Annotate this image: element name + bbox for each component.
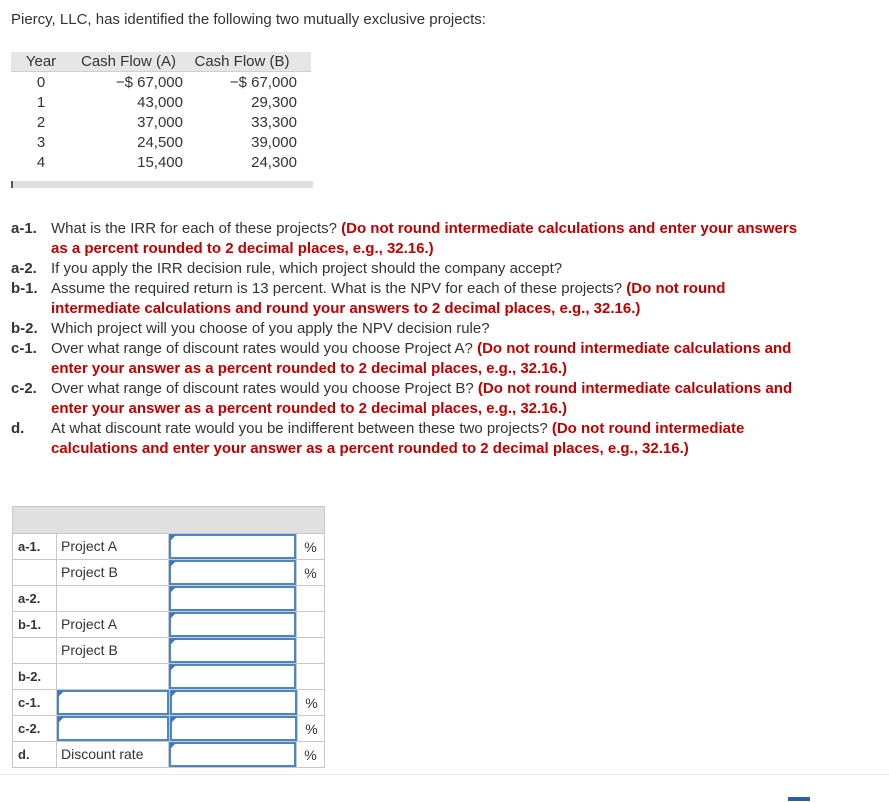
question-body: Over what range of discount rates would you choose Project A?: [51, 340, 478, 357]
range-a-cell: [169, 690, 297, 715]
question-text: [51, 259, 801, 279]
empty-name-cell: [56, 664, 168, 689]
empty-unit-cell: [296, 586, 324, 611]
answer-row-b1-project-a: [13, 612, 324, 638]
empty-unit-cell: [296, 638, 324, 663]
question-body: If you apply the IRR decision rule, which project should the company accept?: [51, 260, 563, 277]
percent-unit: %: [297, 716, 325, 741]
npv-b-cell: [168, 638, 296, 663]
npv-project-b-input[interactable]: [169, 638, 296, 663]
irr-a-cell: [168, 534, 296, 559]
discount-rate-label: Discount rate: [56, 742, 168, 767]
question-instruction: (Do not round intermediate calculations and enter your answers as a percent rounded to 2 decimal places, e.g., 32.16.): [51, 220, 798, 257]
header-cash-flow-b: Cash Flow (B): [194, 53, 290, 70]
question-instruction: (Do not round intermediate calculations and enter your answer as a percent rounded to 2 decimal places, e.g., 32.16.): [51, 420, 745, 457]
footer-divider: [0, 774, 889, 775]
answer-row-b1-project-b: [13, 638, 324, 664]
question-text: [51, 219, 801, 259]
cash-a-cell: 15,400: [137, 153, 183, 171]
answer-label: b-1.: [18, 617, 42, 632]
question-text: [51, 339, 801, 379]
question-text: [51, 279, 801, 319]
year-cell: 2: [36, 113, 46, 131]
question-body: Over what range of discount rates would you choose Project B?: [51, 380, 478, 397]
answer-label-empty: [13, 638, 56, 663]
question-instruction: (Do not round intermediate calculations and enter your answer as a percent rounded to 2 decimal places, e.g., 32.16.): [51, 380, 793, 417]
cash-a-cell: 24,500: [137, 133, 183, 151]
irr-b-cell: [168, 560, 296, 585]
cash-b-cell: 24,300: [251, 153, 297, 171]
percent-unit: %: [296, 534, 324, 559]
table-row: [11, 72, 311, 92]
npv-a-cell: [168, 612, 296, 637]
question-label: b-2.: [11, 320, 38, 337]
table-scrollbar[interactable]: [11, 181, 313, 188]
cash-b-cell: 29,300: [251, 93, 297, 111]
answer-row-d: [13, 742, 324, 767]
question-text: [51, 419, 801, 459]
cash-a-cell: −$ 67,000: [115, 73, 183, 91]
header-cash-flow-a: Cash Flow (A): [80, 53, 177, 70]
empty-unit-cell: [296, 612, 324, 637]
answer-label: a-2.: [18, 591, 41, 606]
question-instruction: (Do not round intermediate calculations and round your answers to 2 decimal places, e.g., 32.16.): [51, 280, 726, 317]
answer-label: d.: [18, 747, 30, 762]
range-a-operator-cell: [56, 690, 169, 715]
question-body: What is the IRR for each of these projects?: [51, 220, 342, 237]
cash-flow-table: [11, 52, 311, 172]
question-a1: [11, 219, 801, 259]
question-c1: [11, 339, 801, 379]
header-year: Year: [25, 53, 57, 70]
answer-row-a1-project-b: [13, 560, 324, 586]
answer-row-c2: [13, 716, 324, 742]
answer-table-header: [13, 507, 324, 534]
question-body: Assume the required return is 13 percent. What is the NPV for each of these projects?: [51, 280, 627, 297]
question-label: a-2.: [11, 260, 37, 277]
project-name: Project A: [56, 534, 168, 559]
answer-label: a-1.: [18, 539, 41, 554]
npv-decision-cell: [168, 664, 296, 689]
percent-unit: %: [296, 742, 324, 767]
range-b-operator-select[interactable]: [57, 716, 169, 741]
answer-row-c1: [13, 690, 324, 716]
table-row: [11, 92, 311, 112]
answer-row-a1-project-a: [13, 534, 324, 560]
year-cell: 0: [36, 73, 46, 91]
question-d: [11, 419, 801, 459]
question-label: c-1.: [11, 340, 37, 357]
discount-rate-cell: [168, 742, 296, 767]
question-a2: [11, 259, 801, 279]
cash-a-cell: 37,000: [137, 113, 183, 131]
question-body: Which project will you choose of you apply the NPV decision rule?: [51, 320, 490, 337]
cash-b-cell: 39,000: [251, 133, 297, 151]
project-name: Project A: [56, 612, 168, 637]
percent-unit: %: [296, 560, 324, 585]
answer-label: c-2.: [18, 721, 41, 736]
question-c2: [11, 379, 801, 419]
question-text: [51, 319, 801, 339]
range-b-input[interactable]: [170, 716, 297, 741]
irr-decision-cell: [168, 586, 296, 611]
year-cell: 3: [36, 133, 46, 151]
table-row: [11, 112, 311, 132]
question-label: a-1.: [11, 220, 37, 237]
question-body: At what discount rate would you be indifferent between these two projects?: [51, 420, 552, 437]
irr-decision-select[interactable]: [169, 586, 296, 611]
table-row: [11, 152, 311, 172]
question-label: c-2.: [11, 380, 37, 397]
cash-b-cell: 33,300: [251, 113, 297, 131]
answer-label: b-2.: [18, 669, 42, 684]
question-b2: [11, 319, 801, 339]
pagination-icon[interactable]: [788, 797, 810, 801]
range-a-input[interactable]: [170, 690, 297, 715]
irr-project-b-input[interactable]: [169, 560, 296, 585]
cash-a-cell: 43,000: [137, 93, 183, 111]
empty-name-cell: [56, 586, 168, 611]
project-name: Project B: [56, 638, 168, 663]
question-text: [51, 379, 801, 419]
discount-rate-input[interactable]: [169, 742, 296, 767]
question-label: d.: [11, 420, 25, 437]
npv-project-a-input[interactable]: [169, 612, 296, 637]
question-instruction: (Do not round intermediate calculations and enter your answer as a percent rounded to 2 decimal places, e.g., 32.16.): [51, 340, 792, 377]
npv-decision-select[interactable]: [169, 664, 296, 689]
table-row: [11, 132, 311, 152]
answer-row-a2: [13, 586, 324, 612]
irr-project-a-input[interactable]: [169, 534, 296, 559]
cash-b-cell: −$ 67,000: [229, 73, 297, 91]
answer-label-empty: [13, 560, 56, 585]
year-cell: 4: [36, 153, 46, 171]
percent-unit: %: [297, 690, 325, 715]
year-cell: 1: [36, 93, 46, 111]
question-label: b-1.: [11, 280, 38, 297]
project-name: Project B: [56, 560, 168, 585]
question-list: [11, 219, 801, 459]
answer-row-b2: [13, 664, 324, 690]
empty-unit-cell: [296, 664, 324, 689]
question-b1: [11, 279, 801, 319]
range-b-cell: [169, 716, 297, 741]
answer-label: c-1.: [18, 695, 41, 710]
range-b-operator-cell: [56, 716, 169, 741]
answer-table: [12, 506, 325, 768]
intro-text: Piercy, LLC, has identified the following two mutually exclusive projects:: [11, 11, 486, 28]
cash-flow-header: [11, 52, 311, 72]
range-a-operator-select[interactable]: [57, 690, 169, 715]
